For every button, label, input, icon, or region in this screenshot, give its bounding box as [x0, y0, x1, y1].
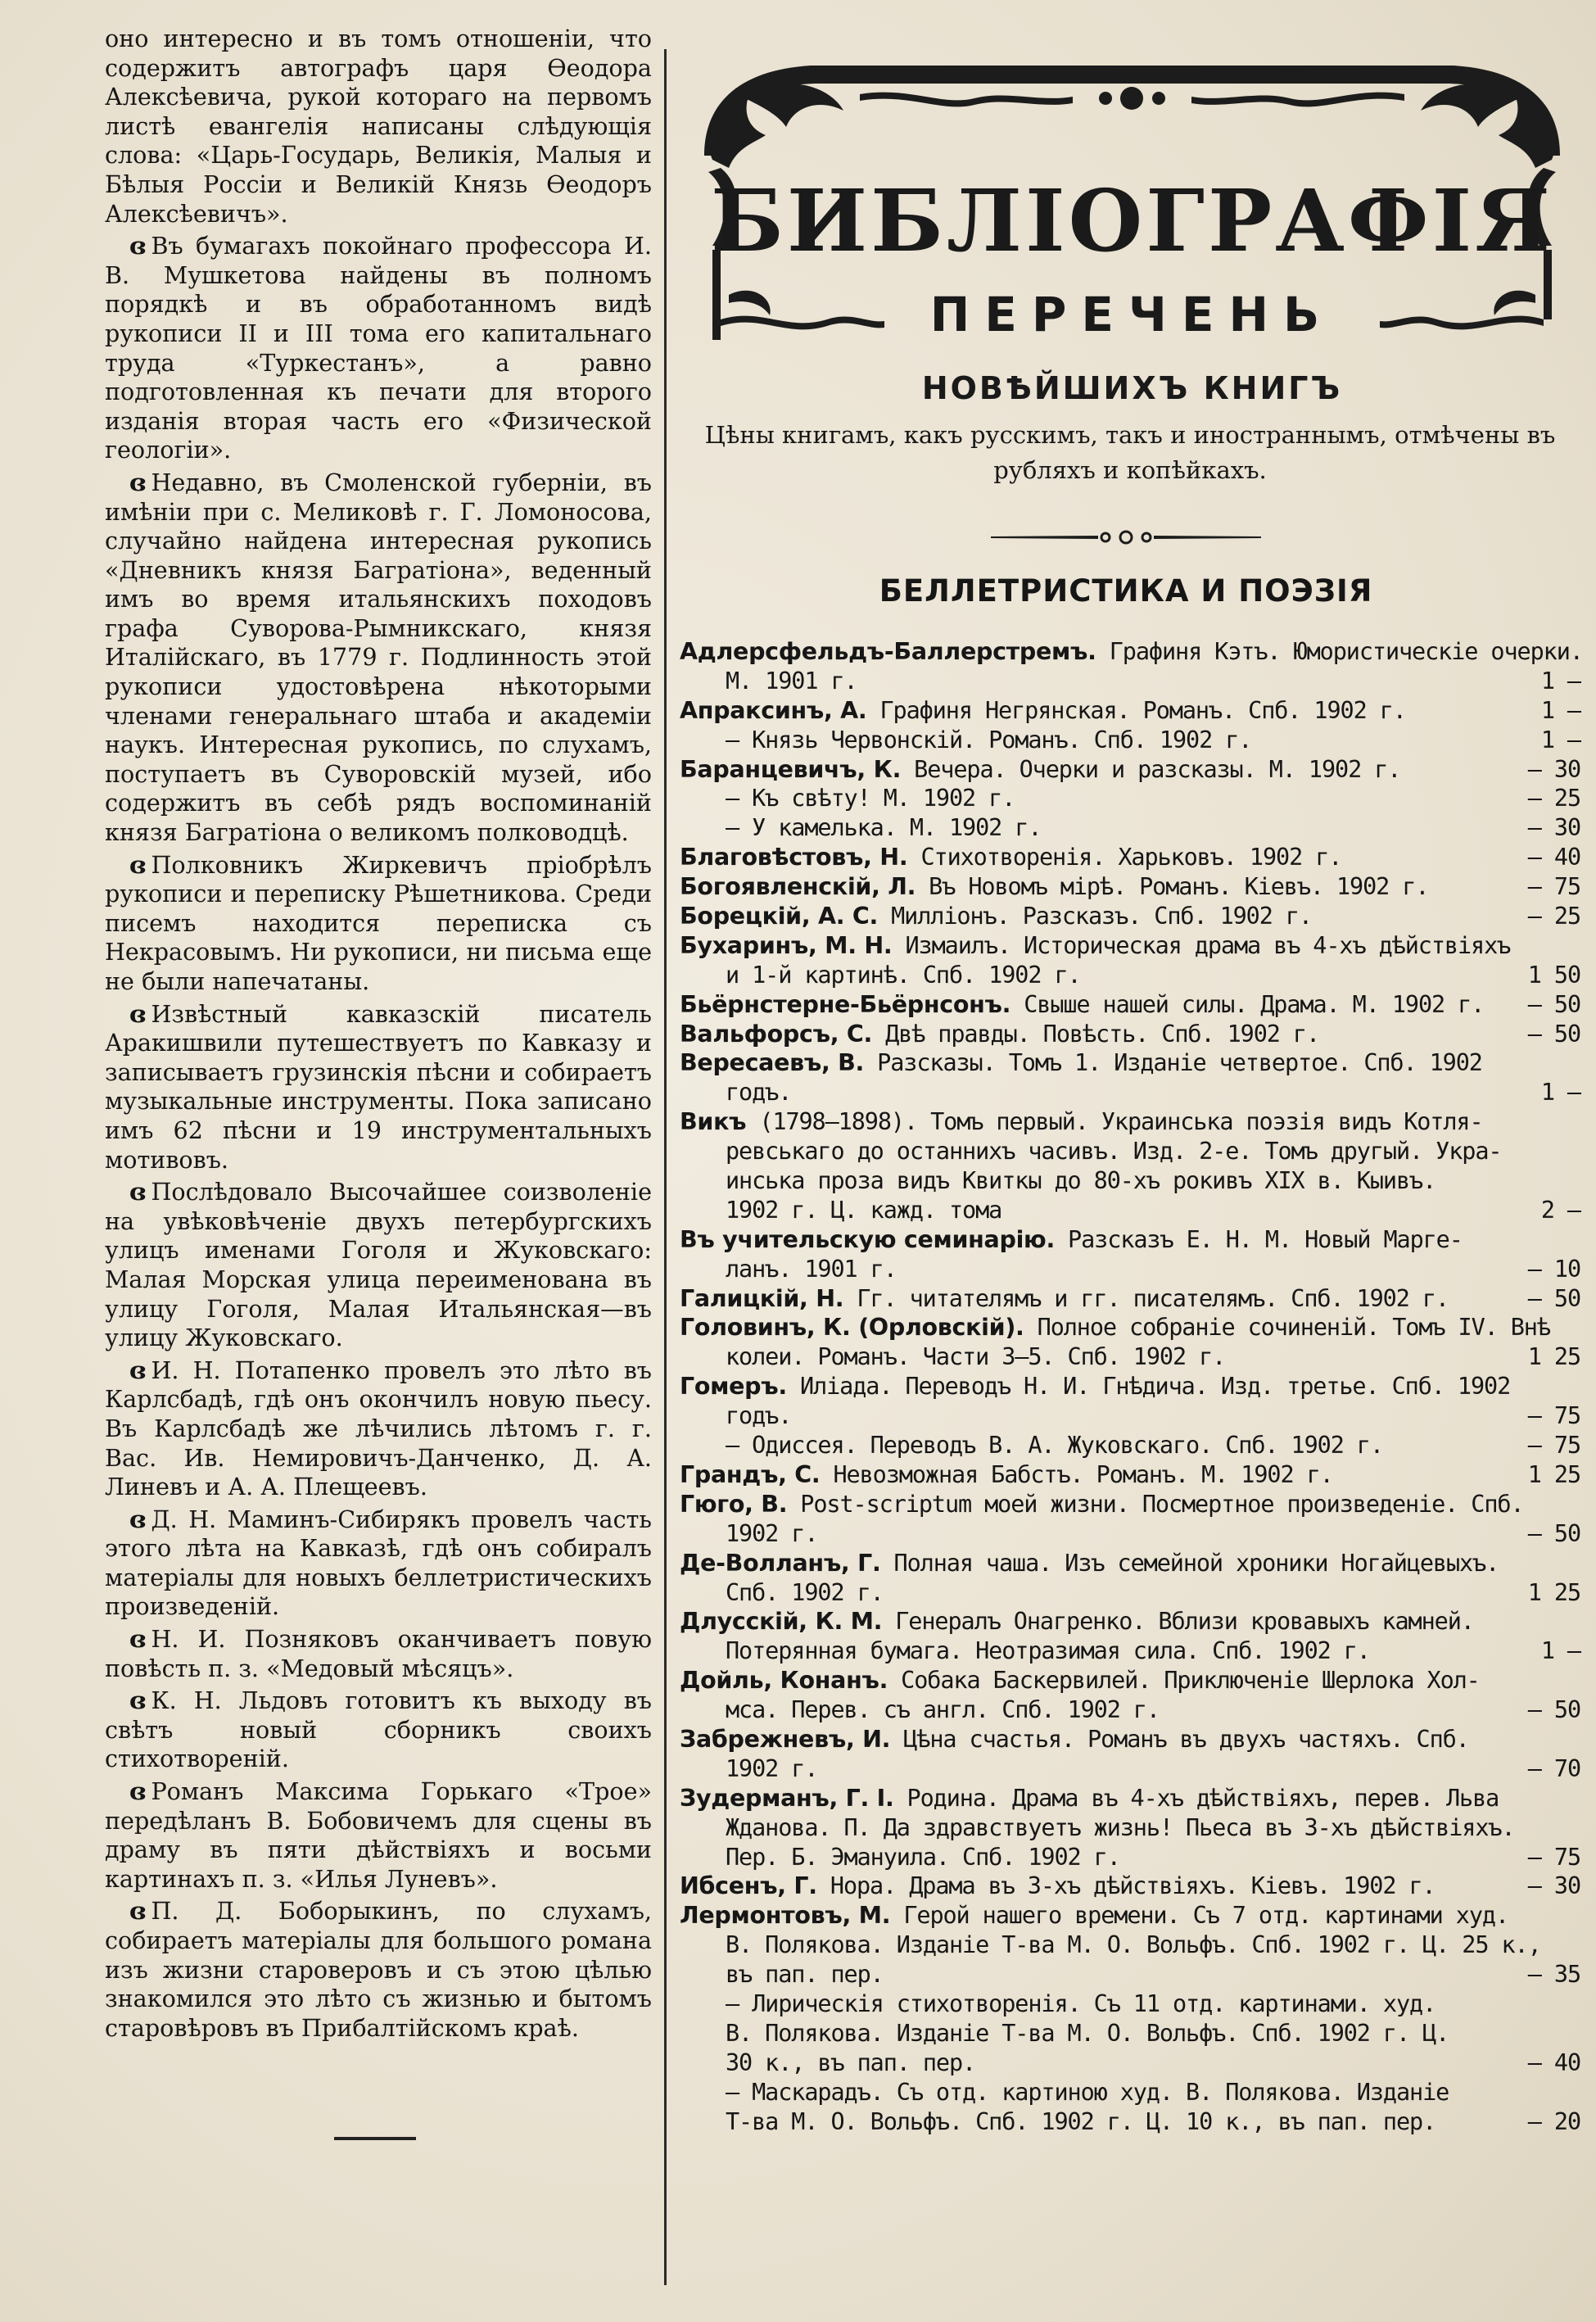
- entry-text: [680, 902, 1312, 931]
- entry-text: [680, 1460, 1333, 1490]
- entry-text: [680, 1901, 1508, 1930]
- entry-price: — 50: [1527, 1284, 1580, 1312]
- entry-text: [726, 1401, 791, 1431]
- entry-author: Благовѣстовъ, Н.: [680, 844, 908, 871]
- listing-line: [680, 755, 1580, 785]
- entry-price: — 75: [1527, 1843, 1580, 1871]
- entry-text: [726, 1843, 1120, 1872]
- entry-title: — Князь Червонскiй. Романъ. Спб. 1902 г.: [726, 726, 1252, 754]
- entry-author: Викъ: [680, 1108, 747, 1136]
- entry-title: В. Полякова. Изданiе Т-ва М. О. Вольфъ. Спб. 1902 г. Ц.: [726, 2019, 1449, 2047]
- entry-price: 2 —: [1540, 1196, 1580, 1224]
- entry-price: 1 —: [1540, 667, 1580, 695]
- entry-author: Баранцевичъ, К.: [680, 755, 902, 783]
- listing-line: [680, 2078, 1580, 2107]
- news-item: ɞ Послѣдовало Высочайшее соизволенiе на увѣковѣченiе двухъ петербургскихъ улицъ именами Гоголя и Жуковскаго: Малая Морская улица переименована въ улицу Гоголя, Малая Итальянская—въ улицу Жуковскаго.: [105, 1178, 652, 1352]
- entry-title: Родина. Драма въ 4-хъ дѣйствiяхъ, перев. Льва: [893, 1784, 1499, 1812]
- entry-title: инська проза видъ Квиткы до 80-хъ рокивъ XIX в. Кыивъ.: [726, 1167, 1436, 1195]
- entry-title: Нора. Драма въ 3-хъ дѣйствiяхъ. Кiевъ. 1902 г.: [816, 1872, 1435, 1900]
- entry-author: Ибсенъ, Г.: [680, 1872, 817, 1900]
- ornament-icon: ɞ: [129, 1625, 147, 1654]
- entry-title: Стихотворенiя. Харьковъ. 1902 г.: [907, 844, 1342, 871]
- listing-line: [680, 1725, 1580, 1754]
- listing-line: [680, 1872, 1580, 1901]
- listing-line: [680, 1196, 1580, 1225]
- listing-line: [680, 843, 1580, 872]
- entry-title: 30 к., въ пап. пер.: [726, 2048, 976, 2076]
- entry-price: — 30: [1527, 814, 1580, 842]
- news-item: ɞ Д. Н. Маминъ-Сибирякъ провелъ часть этого лѣта на Кавказѣ, гдѣ онъ собиралъ матерiалы для новыхъ беллетристическихъ произведенiй.: [105, 1505, 652, 1621]
- entry-price: — 30: [1527, 755, 1580, 783]
- entry-title: Пер. Б. Эмануила. Спб. 1902 г.: [726, 1843, 1120, 1871]
- entry-title: Разсказы. Томъ 1. Изданiе четвертое. Спб. 1902: [864, 1049, 1482, 1077]
- entry-author: Забрежневъ, И.: [680, 1725, 891, 1753]
- entry-text: [680, 1284, 1449, 1314]
- entry-text: [680, 696, 1406, 726]
- book-listing: [680, 637, 1583, 2136]
- entry-text: [726, 1078, 791, 1107]
- entry-author: Вальфорсъ, С.: [680, 1020, 873, 1048]
- entry-price: — 50: [1527, 1696, 1580, 1724]
- entry-title: ревськаго до останнихъ часивъ. Изд. 2-е. Томъ другый. Укра-: [726, 1138, 1502, 1166]
- listing-line: [680, 1519, 1580, 1549]
- page-title: БИБЛIОГРАФIЯ: [711, 170, 1553, 271]
- news-item: ɞ Н. И. Позняковъ оканчиваетъ повую повѣсть п. з. «Медовый мѣсяцъ».: [105, 1625, 652, 1682]
- entry-title: Полное собранiе сочиненiй. Томъ IV. Внѣ: [1024, 1314, 1550, 1342]
- entry-text: [726, 726, 1251, 755]
- entry-title: Жданова. П. Да здравствуетъ жизнь! Пьеса въ 3-хъ дѣйствiяхъ.: [726, 1813, 1515, 1841]
- page-subtitle: ПЕРЕЧЕНЬ: [929, 287, 1335, 342]
- news-item: ɞ К. Н. Льдовъ готовитъ къ выходу въ свѣтъ новый сборникъ своихъ стихотворенiй.: [105, 1686, 652, 1773]
- entry-text: [680, 1872, 1435, 1901]
- section-title: БЕЛЛЕТРИСТИКА И ПОЭЗIЯ: [879, 573, 1373, 609]
- entry-title: Спб. 1902 г.: [726, 1578, 884, 1606]
- entry-title: Герой нашего времени. Съ 7 отд. картинами худ.: [890, 1902, 1509, 1930]
- entry-price: — 50: [1527, 1020, 1580, 1048]
- entry-text: [680, 872, 1428, 902]
- price-note: Цѣны книгамъ, какъ русскимъ, такъ и иностраннымъ, отмѣчены въ рубляхъ и копѣйкахъ.: [704, 421, 1556, 484]
- entry-title: Т-ва М. О. Вольфъ. Спб. 1902 г. Ц. 10 к., въ пап. пер.: [726, 2107, 1436, 2135]
- entry-title: — Одиссея. Переводъ В. А. Жуковскаго. Спб. 1902 г.: [726, 1432, 1383, 1460]
- news-item: ɞ Въ бумагахъ покойнаго профессора И. В. Мушкетова найдены въ полномъ порядкѣ и въ обработанномъ видѣ рукописи II и III тома его капитальнаго труда «Туркестанъ», а равно подготовленная къ печати для второго изданiя вторая часть его «Физической геологiи».: [105, 232, 652, 464]
- ornament-icon: ɞ: [129, 850, 147, 879]
- entry-author: Головинъ, К. (Орловскiй).: [680, 1314, 1024, 1342]
- entry-author: Лермонтовъ, М.: [680, 1902, 891, 1930]
- listing-line: [680, 1490, 1580, 1519]
- entry-price: 1 25: [1527, 1578, 1580, 1606]
- listing-line: [680, 1431, 1580, 1460]
- news-item: ɞ Романъ Максима Горькаго «Трое» передѣланъ В. Бобовичемъ для сцены въ драму въ пяти дѣйствiяхъ и восьми картинахъ п. з. «Илья Луневъ».: [105, 1777, 652, 1893]
- entry-price: — 20: [1527, 2107, 1580, 2135]
- ornamental-header: [696, 49, 1568, 406]
- entry-price: — 40: [1527, 844, 1580, 871]
- ornament-icon: ɞ: [129, 1777, 147, 1806]
- entry-title: Разсказъ Е. Н. М. Новый Марге-: [1054, 1225, 1463, 1253]
- entry-text: [680, 843, 1341, 872]
- listing-line: [680, 667, 1580, 696]
- listing-line: [680, 1137, 1580, 1166]
- entry-title: Собака Баскервилей. Приключенiе Шерлока Хол-: [888, 1667, 1480, 1695]
- news-column: [105, 25, 652, 2046]
- listing-line: [680, 1666, 1580, 1695]
- entry-author: Длусскiй, К. М.: [680, 1608, 883, 1636]
- news-item: ɞ Извѣстный кавказскiй писатель Аракишвили путешествуетъ по Кавказу и записываетъ грузинскiя пѣсни и собираетъ музыкальные инструменты. Пока записано имъ 62 пѣсни и 19 инструментальныхъ мотивовъ.: [105, 999, 652, 1174]
- listing-line: [680, 2107, 1580, 2137]
- entry-title: Вечера. Очерки и разсказы. М. 1902 г.: [901, 755, 1401, 783]
- entry-price: 1 —: [1540, 1637, 1580, 1665]
- listing-line: [680, 1695, 1580, 1725]
- entry-author: Гомеръ.: [680, 1373, 787, 1401]
- listing-line: [680, 1284, 1580, 1314]
- listing-line: [680, 1754, 1580, 1784]
- entry-title: В. Полякова. Изданiе Т-ва М. О. Вольфъ. Спб. 1902 г. Ц. 25 к.,: [726, 1931, 1541, 1959]
- entry-text: [726, 1196, 1001, 1225]
- entry-text: [680, 931, 1510, 961]
- entry-text: [680, 1607, 1474, 1636]
- entry-author: Галицкiй, Н.: [680, 1284, 844, 1312]
- entry-title: ланъ. 1901 г.: [726, 1255, 897, 1283]
- entry-text: [726, 667, 857, 696]
- entry-text: [726, 1578, 884, 1608]
- entry-title: колеи. Романъ. Части 3—5. Спб. 1902 г.: [726, 1343, 1226, 1371]
- entry-price: — 30: [1527, 1872, 1580, 1900]
- entry-author: Грандъ, С.: [680, 1460, 821, 1488]
- entry-text: [726, 2019, 1449, 2048]
- entry-text: [726, 2048, 975, 2078]
- entry-price: 1 25: [1527, 1460, 1580, 1488]
- entry-text: [726, 1431, 1383, 1460]
- entry-text: [726, 1166, 1435, 1196]
- entry-text: [726, 961, 1081, 990]
- listing-line: [680, 1048, 1580, 1078]
- listing-line: [680, 1607, 1580, 1636]
- news-item: ɞ Недавно, въ Смоленской губернiи, въ имѣнiи при с. Меликовѣ г. Г. Ломоносова, случайно найдена интересная рукопись «Дневникъ князя Багратiона», веденный имъ во время итальянскихъ походовъ графа Суворова-Рымникскаго, князя Италiйскаго, въ 1779 г. Подлинность этой рукописи удостовѣрена нѣкоторыми членами генеральнаго штаба и академiи наукъ. Интересная рукопись, по слухамъ, поступаетъ въ Суворовскiй музей, ибо содержитъ въ себѣ рядъ воспоминанiй князя Багратiона о великомъ полководцѣ.: [105, 468, 652, 847]
- entry-title: годъ.: [726, 1402, 792, 1430]
- end-rule: [334, 2137, 416, 2140]
- column-divider: [664, 49, 667, 2285]
- entry-text: [680, 1490, 1524, 1519]
- entry-text: [680, 990, 1484, 1020]
- entry-text: [680, 1313, 1550, 1342]
- listing-line: [680, 696, 1580, 726]
- entry-text: [726, 1636, 1370, 1666]
- entry-price: — 10: [1527, 1255, 1580, 1283]
- listing-line: [680, 961, 1580, 990]
- listing-line: [680, 990, 1580, 1020]
- entry-title: Свыше нашей силы. Драма. М. 1902 г.: [1010, 990, 1485, 1018]
- listing-line: [680, 1813, 1580, 1843]
- entry-text: [726, 813, 1041, 843]
- entry-price: — 75: [1527, 1402, 1580, 1430]
- entry-text: [680, 1372, 1510, 1401]
- ornament-icon: ɞ: [129, 999, 147, 1028]
- listing-line: [680, 1578, 1580, 1608]
- listing-line: [680, 1930, 1580, 1960]
- listing-line: [680, 1989, 1580, 2019]
- entry-text: [726, 784, 1015, 813]
- entry-title: 1902 г.: [726, 1754, 818, 1782]
- entry-text: [726, 1695, 1160, 1725]
- entry-price: — 25: [1527, 785, 1580, 812]
- listing-line: [680, 902, 1580, 931]
- entry-title: Невозможная Бабстъ. Романъ. М. 1902 г.: [820, 1460, 1333, 1488]
- entry-title: Гг. читателямъ и гг. писателямъ. Спб. 1902 г.: [843, 1284, 1449, 1312]
- entry-price: — 35: [1527, 1961, 1580, 1989]
- listing-line: [680, 1401, 1580, 1431]
- entry-price: 1 —: [1540, 696, 1580, 724]
- listing-line: [680, 813, 1580, 843]
- listing-line: [680, 1960, 1580, 1989]
- entry-title: мса. Перев. съ англ. Спб. 1902 г.: [726, 1696, 1160, 1724]
- entry-author: Де-Волланъ, Г.: [680, 1549, 881, 1577]
- entry-text: [726, 1255, 897, 1284]
- listing-line: [680, 2019, 1580, 2048]
- listing-line: [680, 1636, 1580, 1666]
- divider-ornament-icon: [991, 527, 1261, 547]
- entry-author: Зудерманъ, Г. I.: [680, 1784, 894, 1812]
- entry-title: — У камелька. М. 1902 г.: [726, 814, 1042, 842]
- entry-text: [680, 1107, 1483, 1137]
- listing-line: [680, 1901, 1580, 1930]
- entry-text: [726, 1813, 1515, 1843]
- entry-text: [680, 1666, 1480, 1695]
- entry-author: Въ учительскую семинарiю.: [680, 1225, 1055, 1253]
- entry-title: Потерянная бумага. Неотразимая сила. Спб. 1902 г.: [726, 1637, 1370, 1665]
- ornament-icon: ɞ: [129, 1178, 147, 1206]
- ornament-icon: ɞ: [129, 1356, 147, 1384]
- entry-title: Въ Новомъ мiрѣ. Романъ. Кiевъ. 1902 г.: [916, 873, 1429, 901]
- entry-title: 1902 г.: [726, 1519, 818, 1547]
- listing-line: [680, 637, 1583, 667]
- ornament-icon: ɞ: [129, 1505, 147, 1533]
- entry-text: [680, 755, 1400, 785]
- entry-price: — 25: [1527, 903, 1580, 930]
- entry-title: — Лирическiя стихотворенiя. Съ 11 отд. картинами. худ.: [726, 1989, 1436, 2017]
- listing-line: [680, 1549, 1580, 1578]
- listing-line: [680, 1342, 1580, 1372]
- entry-title: Двѣ правды. Повѣсть. Спб. 1902 г.: [872, 1020, 1320, 1048]
- listing-line: [680, 1166, 1580, 1196]
- entry-title: въ пап. пер.: [726, 1961, 884, 1989]
- entry-text: [726, 1989, 1435, 2019]
- entry-title: М. 1901 г.: [726, 667, 857, 695]
- entry-title: и 1-й картинѣ. Спб. 1902 г.: [726, 961, 1081, 989]
- entry-text: [726, 2107, 1435, 2137]
- entry-text: [680, 637, 1583, 667]
- news-item: ɞ П. Д. Боборыкинъ, по слухамъ, собираетъ матерiалы для большого романа изъ жизни староверовъ и съ этою цѣлью знакомился это лѣто съ жизнью и бытомъ старовѣровъ въ Прибалтiйскомъ краѣ.: [105, 1897, 652, 2042]
- entry-price: — 40: [1527, 2048, 1580, 2076]
- listing-line: [680, 1078, 1580, 1107]
- entry-title: Графиня Негрянская. Романъ. Спб. 1902 г.: [866, 696, 1406, 724]
- entry-price: — 50: [1527, 990, 1580, 1018]
- entry-text: [680, 1048, 1482, 1078]
- entry-text: [726, 1754, 817, 1784]
- entry-price: 1 —: [1540, 1079, 1580, 1107]
- entry-title: — Маскарадъ. Съ отд. картиною худ. В. Полякова. Изданiе: [726, 2078, 1449, 2106]
- ornament-icon: ɞ: [129, 1897, 147, 1926]
- entry-title: Графиня Кэтъ. Юмористическiе очерки.: [1096, 638, 1583, 665]
- entry-title: Измаилъ. Историческая драма въ 4-хъ дѣйствiяхъ: [892, 931, 1511, 959]
- entry-text: [680, 1225, 1463, 1255]
- listing-line: [680, 1460, 1580, 1490]
- entry-text: [680, 1020, 1319, 1049]
- listing-line: [680, 1372, 1580, 1401]
- news-item: оно интересно и въ томъ отношенiи, что содержитъ автографъ царя Өеодора Алексѣевича, рукой котораго на первомъ листѣ евангелiя написаны слѣдующiя слова: «Царь-Государь, Великiя, Малыя и Бѣлыя Россiи и Великiй Князь Өеодоръ Алексѣевичъ».: [105, 25, 652, 228]
- listing-line: [680, 726, 1580, 755]
- entry-title: 1902 г. Ц. кажд. тома: [726, 1196, 1002, 1224]
- entry-title: годъ.: [726, 1079, 792, 1107]
- entry-title: Генералъ Онагренко. Вблизи кровавыхъ камней.: [882, 1608, 1474, 1636]
- listing-line: [680, 1255, 1580, 1284]
- entry-title: — Къ свѣту! М. 1902 г.: [726, 785, 1015, 812]
- entry-author: Апраксинъ, А.: [680, 696, 867, 724]
- listing-line: [680, 872, 1580, 902]
- ornament-icon: ɞ: [129, 1686, 147, 1715]
- news-item: ɞ И. Н. Потапенко провелъ это лѣто въ Карлсбадѣ, гдѣ онъ окончилъ новую пьесу. Въ Карлсбадѣ же лѣчились лѣтомъ г. г. Вас. Ив. Немировичъ-Данченко, Д. А. Линевъ и А. А. Плещеевъ.: [105, 1356, 652, 1501]
- entry-text: [726, 1960, 884, 1989]
- entry-text: [726, 1519, 817, 1549]
- page-subtitle-2: НОВѢЙШИХЪ КНИГЪ: [921, 370, 1343, 406]
- entry-text: [680, 1725, 1469, 1754]
- entry-text: [726, 1342, 1225, 1372]
- entry-title: (1798—1898). Томъ первый. Украинська поэзiя видъ Котля-: [746, 1108, 1483, 1136]
- entry-author: Дойль, Конанъ.: [680, 1667, 888, 1695]
- entry-author: Адлерсфельдъ-Баллерстремъ.: [680, 638, 1096, 665]
- entry-author: Бьёрнстерне-Бьёрнсонъ.: [680, 990, 1011, 1018]
- entry-text: [680, 1784, 1499, 1813]
- entry-price: — 70: [1527, 1754, 1580, 1782]
- listing-line: [680, 1313, 1580, 1342]
- entry-title: Post-scriptum моей жизни. Посмертное произведенiе. Спб.: [787, 1490, 1524, 1518]
- listing-line: [680, 931, 1580, 961]
- entry-price: — 75: [1527, 1432, 1580, 1460]
- listing-line: [680, 1784, 1580, 1813]
- listing-line: [680, 1225, 1580, 1255]
- ornament-icon: ɞ: [129, 232, 147, 260]
- entry-price: — 50: [1527, 1519, 1580, 1547]
- news-item: ɞ Полковникъ Жиркевичъ прiобрѣлъ рукописи и переписку Рѣшетникова. Среди писемъ находится переписка съ Некрасовымъ. Ни рукописи, ни письма еще не были напечатаны.: [105, 850, 652, 995]
- listing-line: [680, 1107, 1580, 1137]
- entry-author: Гюго, В.: [680, 1490, 788, 1518]
- entry-price: 1 —: [1540, 726, 1580, 754]
- entry-text: [726, 1930, 1541, 1960]
- entry-author: Борецкiй, А. С.: [680, 903, 879, 930]
- entry-price: — 75: [1527, 873, 1580, 901]
- entry-author: Вересаевъ, В.: [680, 1049, 865, 1077]
- listing-line: [680, 1020, 1580, 1049]
- listing-line: [680, 784, 1580, 813]
- entry-author: Бухаринъ, М. Н.: [680, 931, 893, 959]
- entry-title: Миллiонъ. Разсказъ. Спб. 1902 г.: [878, 903, 1312, 930]
- entry-price: 1 50: [1527, 961, 1580, 989]
- entry-title: Илiада. Переводъ Н. И. Гнѣдича. Изд. третье. Спб. 1902: [786, 1373, 1511, 1401]
- entry-author: Богоявленскiй, Л.: [680, 873, 916, 901]
- listing-line: [680, 2048, 1580, 2078]
- entry-text: [726, 2078, 1449, 2107]
- entry-title: Цѣна счастья. Романъ въ двухъ частяхъ. Спб.: [890, 1725, 1469, 1753]
- ornament-icon: ɞ: [129, 468, 147, 496]
- entry-price: 1 25: [1527, 1343, 1580, 1371]
- entry-text: [726, 1137, 1501, 1166]
- entry-text: [680, 1549, 1499, 1578]
- entry-title: Полная чаша. Изъ семейной хроники Ногайцевыхъ.: [880, 1549, 1499, 1577]
- listing-line: [680, 1843, 1580, 1872]
